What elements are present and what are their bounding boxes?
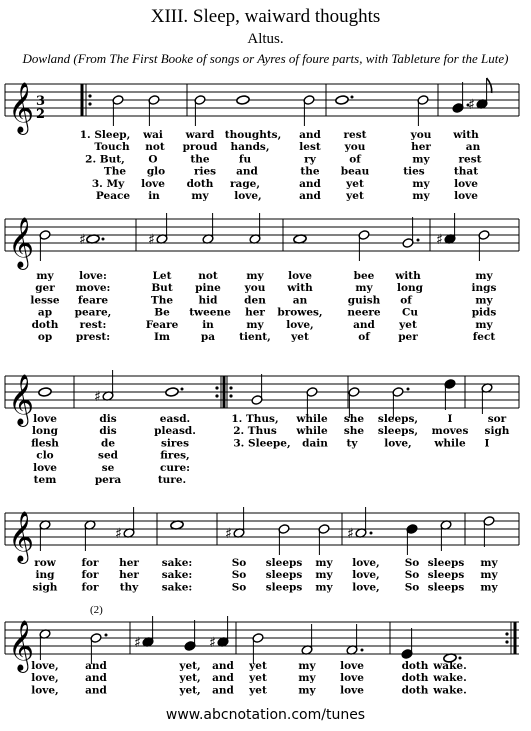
- lyric-syllable: love,: [31, 672, 59, 685]
- lyric-syllable: per: [398, 331, 418, 343]
- treble-clef-icon: 𝄞: [8, 620, 35, 671]
- notehead: [86, 234, 100, 244]
- lyric-syllable: while: [296, 413, 328, 425]
- lyric-syllable: sigh: [32, 581, 58, 594]
- lyric-syllable: for: [81, 569, 99, 582]
- lyric-syllable: of: [400, 294, 412, 307]
- lyric-syllable: wake.: [433, 660, 467, 672]
- staff-systems: [5, 78, 519, 696]
- notehead: [236, 95, 250, 105]
- treble-clef-icon: 𝄞: [8, 217, 35, 268]
- lyric-syllable: I: [484, 437, 490, 450]
- lyric-syllable: guish: [347, 294, 381, 307]
- lyric-syllable: you: [410, 129, 432, 141]
- time-signature-top: 3: [36, 94, 46, 109]
- lyric-syllable: my: [315, 581, 333, 594]
- lyric-syllable: Touch: [94, 141, 130, 154]
- lyric-syllable: my: [475, 318, 493, 331]
- lyric-syllable: yet,: [179, 672, 201, 685]
- lyric-syllable: thy: [119, 581, 139, 594]
- lyric-syllable: love: [340, 672, 364, 685]
- lyric-syllable: ture.: [157, 474, 187, 486]
- lyric-syllable: and: [212, 684, 234, 697]
- lyric-syllable: long: [32, 425, 58, 438]
- lyric-syllable: my: [298, 672, 316, 685]
- composer-credit: Dowland (From The First Booke of songs or Ayres of foure parts, with Tableture for the Lute): [22, 51, 509, 66]
- lyric-syllable: love,: [384, 437, 412, 450]
- lyric-syllable: bee: [353, 270, 375, 282]
- voice-part: Altus.: [247, 31, 284, 47]
- lyric-syllable: Be: [154, 306, 170, 319]
- lyric-syllable: the: [190, 153, 210, 166]
- lyric-syllable: hands,: [230, 141, 270, 154]
- lyric-syllable: 2. Thus: [233, 425, 277, 438]
- lyric-syllable: beau: [340, 165, 370, 178]
- lyric-syllable: move:: [75, 282, 111, 295]
- lyric-syllable: yet: [346, 190, 364, 202]
- lyric-syllable: O: [148, 153, 158, 166]
- repeat-dot: [215, 394, 218, 397]
- lyric-syllable: my: [36, 270, 54, 282]
- lyric-syllable: and: [353, 318, 375, 331]
- lyric-syllable: pa: [200, 331, 216, 343]
- lyric-syllable: Feare: [145, 318, 179, 331]
- source-url[interactable]: www.abcnotation.com/tunes: [165, 707, 366, 723]
- lyric-syllable: pine: [195, 282, 221, 295]
- lyric-syllable: you: [244, 282, 266, 295]
- lyric-syllable: 2. But,: [85, 153, 125, 166]
- notehead: [335, 95, 349, 105]
- lyric-syllable: So: [231, 557, 247, 569]
- lyric-syllable: my: [191, 190, 209, 202]
- lyric-syllable: ries: [193, 165, 217, 178]
- lyric-syllable: glo: [146, 165, 166, 178]
- lyric-syllable: fect: [472, 331, 496, 343]
- lyric-syllable: sleeps: [427, 569, 465, 582]
- lyric-syllable: cure:: [159, 461, 191, 474]
- lyric-syllable: sleeps,: [377, 425, 419, 438]
- repeat-dot: [505, 632, 508, 635]
- treble-clef-icon: 𝄞: [8, 374, 35, 425]
- sharp-icon: ♯: [94, 389, 101, 405]
- lyric-syllable: and: [299, 177, 321, 190]
- repeat-dot: [215, 386, 218, 389]
- lyric-syllable: pleasd.: [154, 425, 196, 438]
- lyric-syllable: Peace: [95, 190, 131, 202]
- lyric-syllable: and: [85, 660, 107, 672]
- repeat-dot: [229, 386, 232, 389]
- lyric-syllable: sleeps: [265, 581, 303, 594]
- lyric-syllable: 3. Sleepe,: [233, 437, 291, 450]
- lyric-syllable: I: [447, 413, 453, 425]
- lyric-syllable: 3. My: [91, 177, 125, 190]
- augmentation-dot: [407, 388, 410, 391]
- lyric-syllable: doth: [401, 672, 429, 685]
- lyric-syllable: while: [296, 425, 328, 438]
- lyric-syllable: So: [231, 569, 247, 582]
- lyric-syllable: flesh: [31, 437, 59, 450]
- lyric-syllable: love,: [234, 190, 262, 202]
- lyric-syllable: doth: [401, 684, 429, 697]
- lyric-syllable: of: [358, 331, 370, 343]
- lyric-syllable: thoughts,: [224, 129, 282, 141]
- lyric-syllable: love,: [286, 318, 314, 331]
- lyric-syllable: my: [480, 581, 498, 594]
- lyric-syllable: love,: [31, 684, 59, 697]
- augmentation-dot: [361, 649, 364, 652]
- lyric-syllable: my: [475, 270, 493, 282]
- lyric-syllable: yet: [346, 177, 364, 190]
- lyric-syllable: hid: [198, 294, 218, 307]
- lyric-syllable: and: [85, 684, 107, 697]
- lyric-syllable: prest:: [75, 331, 111, 343]
- lyric-syllable: tient,: [239, 331, 271, 343]
- lyric-syllable: fires,: [160, 449, 190, 462]
- lyric-syllable: of: [349, 153, 361, 166]
- lyric-syllable: sleeps: [265, 557, 303, 569]
- lyric-syllable: rest: [458, 153, 482, 166]
- lyric-syllable: with: [287, 282, 313, 295]
- sharp-icon: ♯: [79, 232, 86, 248]
- lyric-syllable: den: [244, 294, 266, 307]
- lyric-syllable: for: [81, 557, 99, 569]
- augmentation-dot: [370, 532, 373, 535]
- lyric-syllable: for: [81, 581, 99, 594]
- sharp-icon: ♯: [209, 635, 216, 651]
- lyric-syllable: dis: [99, 413, 117, 425]
- lyric-syllable: an: [292, 294, 308, 307]
- lyric-syllable: pera: [94, 474, 122, 486]
- lyric-syllable: doth: [401, 660, 429, 672]
- lyric-syllable: the: [300, 165, 320, 178]
- lyric-syllable: you: [344, 141, 366, 154]
- augmentation-dot: [102, 238, 105, 241]
- lyric-syllable: love,: [352, 569, 380, 582]
- lyric-syllable: wake.: [433, 684, 467, 697]
- lyric-syllable: Cu: [402, 306, 418, 319]
- lyric-syllable: my: [246, 318, 264, 331]
- lyric-syllable: wake.: [433, 672, 467, 685]
- augmentation-dot: [105, 634, 108, 637]
- lyric-syllable: neere: [347, 306, 381, 319]
- lyric-syllable: sake:: [161, 581, 193, 594]
- lyric-syllable: sleeps,: [377, 413, 419, 425]
- lyric-syllable: yet: [399, 318, 417, 331]
- lyric-syllable: an: [465, 141, 481, 154]
- lyric-syllable: yet,: [179, 684, 201, 697]
- lyric-syllable: yet: [249, 660, 267, 672]
- lyric-syllable: moves: [431, 425, 469, 438]
- lyric-syllable: But: [151, 282, 173, 295]
- lyric-syllable: with: [453, 129, 479, 141]
- lyric-syllable: yet: [291, 331, 309, 343]
- lyric-syllable: tweene: [189, 306, 231, 319]
- lyric-syllable: and: [236, 165, 258, 178]
- notehead: [293, 234, 307, 244]
- lyric-syllable: The: [150, 294, 174, 307]
- lyric-syllable: proud: [182, 141, 218, 154]
- lyric-syllable: pids: [471, 306, 497, 319]
- lyric-syllable: ap: [37, 306, 53, 319]
- lyric-syllable: love: [340, 660, 364, 672]
- lyric-syllable: clo: [36, 449, 54, 462]
- lyric-syllable: The: [103, 165, 127, 178]
- lyric-syllable: lest: [299, 141, 321, 154]
- lyric-syllable: ward: [185, 129, 215, 141]
- lyric-syllable: ings: [471, 282, 497, 295]
- lyric-syllable: se: [101, 461, 115, 474]
- augmentation-dot: [417, 239, 420, 242]
- tune-title: XIII. Sleep, waiward thoughts: [150, 6, 381, 27]
- lyric-syllable: love: [288, 270, 312, 282]
- lyric-syllable: So: [231, 581, 247, 594]
- treble-clef-icon: 𝄞: [8, 511, 35, 562]
- lyric-syllable: love,: [352, 557, 380, 569]
- sharp-icon: ♯: [134, 635, 141, 651]
- lyric-syllable: love,: [352, 581, 380, 594]
- lyric-syllable: my: [298, 660, 316, 672]
- lyric-syllable: with: [395, 270, 421, 282]
- lyric-syllable: my: [246, 270, 264, 282]
- sharp-icon: ♯: [468, 97, 475, 113]
- lyric-syllable: not: [198, 270, 218, 282]
- lyric-syllable: she: [343, 413, 365, 425]
- lyric-syllable: and: [85, 672, 107, 685]
- lyric-syllable: love: [141, 177, 165, 190]
- repeat-dot: [229, 394, 232, 397]
- sharp-icon: ♯: [347, 526, 354, 542]
- lyric-syllable: my: [315, 557, 333, 569]
- lyric-syllable: tem: [33, 474, 57, 486]
- lyric-syllable: love: [454, 190, 478, 202]
- lyric-syllable: ties: [403, 165, 425, 178]
- lyric-syllable: Let: [152, 270, 172, 282]
- sharp-icon: ♯: [115, 526, 122, 542]
- repeat-dot: [88, 102, 91, 105]
- lyric-syllable: rage,: [229, 177, 261, 190]
- lyric-syllable: and: [212, 660, 234, 672]
- lyric-syllable: 1. Thus,: [231, 413, 279, 425]
- lyric-syllable: love: [340, 684, 364, 697]
- lyric-syllable: So: [404, 569, 420, 582]
- lyric-syllable: and: [299, 129, 321, 141]
- lyric-syllable: ger: [35, 282, 55, 295]
- lyric-syllable: sor: [487, 413, 507, 425]
- lyric-syllable: fu: [238, 153, 252, 166]
- repeat-dot: [88, 94, 91, 97]
- lyric-syllable: while: [434, 437, 466, 450]
- lyric-syllable: op: [37, 331, 53, 343]
- lyric-syllable: my: [298, 684, 316, 697]
- lyric-syllable: doth: [186, 177, 214, 190]
- lyric-syllable: rest: [343, 129, 367, 141]
- lyric-syllable: my: [315, 569, 333, 582]
- lyric-syllable: her: [119, 557, 139, 569]
- lyric-syllable: my: [412, 190, 430, 202]
- lyric-syllable: sires: [160, 437, 190, 450]
- lyric-syllable: sed: [98, 449, 118, 462]
- lyric-syllable: in: [202, 318, 214, 331]
- lyric-syllable: not: [145, 141, 165, 154]
- lyric-syllable: sleeps: [265, 569, 303, 582]
- note-flag: [487, 78, 492, 93]
- lyric-syllable: easd.: [159, 413, 191, 425]
- lyric-syllable: yet: [249, 672, 267, 685]
- lyric-syllable: that: [453, 165, 479, 178]
- lyric-syllable: her: [411, 141, 431, 154]
- lyric-syllable: yet,: [179, 660, 201, 672]
- lyric-syllable: and: [212, 672, 234, 685]
- lyric-syllable: feare: [77, 294, 109, 307]
- lyric-syllable: rest:: [79, 318, 107, 331]
- notehead: [38, 387, 52, 397]
- lyric-syllable: my: [355, 282, 373, 295]
- augmentation-dot: [181, 388, 184, 391]
- lyric-syllable: her: [245, 306, 265, 319]
- lyric-syllable: browes,: [277, 306, 323, 319]
- ending-bracket: [86, 608, 300, 616]
- lyric-syllable: and: [299, 190, 321, 202]
- lyric-syllable: ry: [304, 153, 316, 166]
- lyric-syllable: love: [33, 461, 57, 474]
- lyric-syllable: sigh: [484, 425, 510, 438]
- lyric-syllable: ing: [35, 569, 55, 582]
- lyric-syllable: my: [480, 569, 498, 582]
- sharp-icon: ♯: [225, 526, 232, 542]
- lyric-syllable: dain: [302, 437, 328, 450]
- repeat-dot: [505, 640, 508, 643]
- second-ending-label: (2): [90, 604, 103, 616]
- augmentation-dot: [351, 96, 354, 99]
- lyric-syllable: row: [34, 557, 56, 569]
- lyric-syllable: ty: [346, 437, 358, 450]
- lyric-syllable: dis: [99, 425, 117, 438]
- sharp-icon: ♯: [148, 232, 155, 248]
- lyric-syllable: yet: [249, 684, 267, 697]
- lyric-syllable: long: [397, 282, 423, 295]
- lyric-syllable: her: [119, 569, 139, 582]
- lyric-syllable: Im: [153, 331, 171, 343]
- treble-clef-icon: 𝄞: [8, 82, 35, 133]
- notehead: [170, 520, 184, 530]
- lyric-syllable: doth: [31, 318, 59, 331]
- lyric-syllable: sake:: [161, 557, 193, 569]
- lyric-syllable: So: [404, 557, 420, 569]
- time-signature-bottom: 2: [36, 107, 46, 122]
- lyric-syllable: my: [412, 177, 430, 190]
- lyric-syllable: sleeps: [427, 581, 465, 594]
- notehead: [165, 387, 179, 397]
- lyric-syllable: she: [343, 425, 365, 438]
- lyric-syllable: my: [475, 294, 493, 307]
- lyric-syllable: love: [454, 177, 478, 190]
- lyric-syllable: love: [33, 413, 57, 425]
- lyric-syllable: 1. Sleep,: [79, 129, 131, 141]
- sharp-icon: ♯: [436, 232, 443, 248]
- lyric-syllable: peare,: [74, 306, 112, 319]
- lyric-syllable: sake:: [161, 569, 193, 582]
- lyric-syllable: lesse: [30, 294, 60, 307]
- lyric-syllable: love,: [31, 660, 59, 672]
- lyric-syllable: So: [404, 581, 420, 594]
- lyric-syllable: de: [100, 437, 116, 450]
- lyric-syllable: love:: [79, 270, 107, 282]
- lyric-syllable: sleeps: [427, 557, 465, 569]
- lyric-syllable: my: [480, 557, 498, 569]
- lyric-syllable: in: [148, 190, 160, 202]
- lyric-syllable: my: [412, 153, 430, 166]
- lyric-syllable: wai: [143, 129, 163, 141]
